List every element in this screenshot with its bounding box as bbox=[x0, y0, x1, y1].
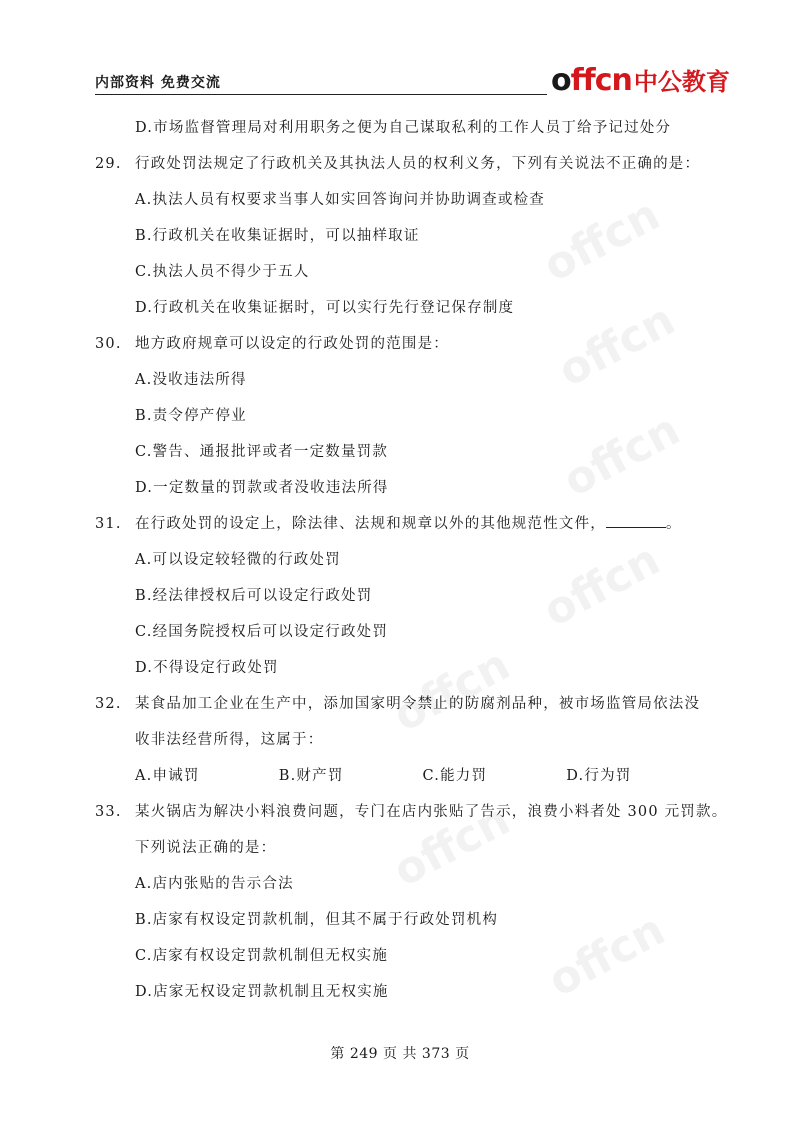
continued-option: D.市场监督管理局对利用职务之便为自己谋取私利的工作人员丁给予记过处分 bbox=[135, 120, 672, 136]
question-stem: 某食品加工企业在生产中，添加国家明令禁止的防腐剂品种，被市场监管局依法没 bbox=[135, 696, 701, 712]
logo-chinese-text: 中公教育 bbox=[633, 68, 730, 96]
option: C.经国务院授权后可以设定行政处罚 bbox=[135, 624, 389, 640]
question-29 bbox=[95, 146, 710, 182]
question-number: 30. bbox=[95, 336, 122, 352]
question-33 bbox=[95, 794, 728, 830]
header-label: 内部资料 免费交流 bbox=[95, 75, 221, 91]
option: B.行政机关在收集证据时，可以抽样取证 bbox=[135, 228, 420, 244]
option: A.可以设定较轻微的行政处罚 bbox=[135, 552, 341, 568]
question-stem: 在行政处罚的设定上，除法律、法规和规章以外的其他规范性文件， bbox=[135, 516, 606, 532]
question-stem-continued: 收非法经营所得，这属于： bbox=[135, 732, 324, 748]
option: A.执法人员有权要求当事人如实回答询问并协助调查或检查 bbox=[135, 192, 545, 208]
option: D.行政机关在收集证据时，可以实行先行登记保存制度 bbox=[135, 300, 515, 316]
option: B.店家有权设定罚款机制，但其不属于行政处罚机构 bbox=[135, 912, 499, 928]
option: A.申诫罚 bbox=[135, 768, 200, 784]
options-row bbox=[95, 758, 710, 794]
option: D.店家无权设定罚款机制且无权实施 bbox=[135, 984, 389, 1000]
option: C.能力罚 bbox=[422, 768, 488, 784]
question-stem-continued: 下列说法正确的是： bbox=[135, 840, 277, 856]
page-footer: 第 249 页 共 373 页 bbox=[330, 1046, 470, 1062]
question-32 bbox=[95, 686, 710, 722]
answer-blank bbox=[606, 513, 666, 528]
watermark: offcn bbox=[550, 294, 684, 397]
document-body bbox=[95, 110, 728, 1010]
question-number: 33. bbox=[95, 804, 122, 820]
page-header bbox=[95, 62, 730, 98]
watermark: offcn bbox=[540, 904, 674, 1007]
question-number: 29. bbox=[95, 156, 122, 172]
option: B.财产罚 bbox=[278, 768, 344, 784]
watermark: offcn bbox=[535, 189, 669, 292]
option: C.执法人员不得少于五人 bbox=[135, 264, 310, 280]
option: A.没收违法所得 bbox=[135, 372, 247, 388]
question-stem: 行政处罚法规定了行政机关及其执法人员的权利义务，下列有关说法不正确的是： bbox=[135, 156, 701, 172]
option: C.店家有权设定罚款机制但无权实施 bbox=[135, 948, 389, 964]
question-30 bbox=[95, 326, 710, 362]
question-stem: 某火锅店为解决小料浪费问题，专门在店内张贴了告示，浪费小料者处 300 元罚款。 bbox=[135, 804, 728, 820]
watermark: offcn bbox=[555, 404, 689, 507]
question-number: 32. bbox=[95, 696, 122, 712]
option: B.责令停产停业 bbox=[135, 408, 247, 424]
question-number: 31. bbox=[95, 516, 122, 532]
question-stem: 地方政府规章可以设定的行政处罚的范围是： bbox=[135, 336, 449, 352]
watermark: offcn bbox=[385, 639, 519, 742]
option: C.警告、通报批评或者一定数量罚款 bbox=[135, 444, 389, 460]
stem-ending: 。 bbox=[666, 516, 682, 532]
header-rule bbox=[95, 94, 547, 95]
offcn-logo bbox=[551, 62, 730, 96]
watermark: offcn bbox=[535, 534, 669, 637]
logo-latin-text: offcn bbox=[551, 63, 632, 98]
question-31 bbox=[95, 506, 710, 542]
watermark: offcn bbox=[385, 794, 519, 897]
option: D.不得设定行政处罚 bbox=[135, 660, 279, 676]
option: D.行为罚 bbox=[566, 768, 632, 784]
option: D.一定数量的罚款或者没收违法所得 bbox=[135, 480, 389, 496]
option: B.经法律授权后可以设定行政处罚 bbox=[135, 588, 373, 604]
option: A.店内张贴的告示合法 bbox=[135, 876, 294, 892]
